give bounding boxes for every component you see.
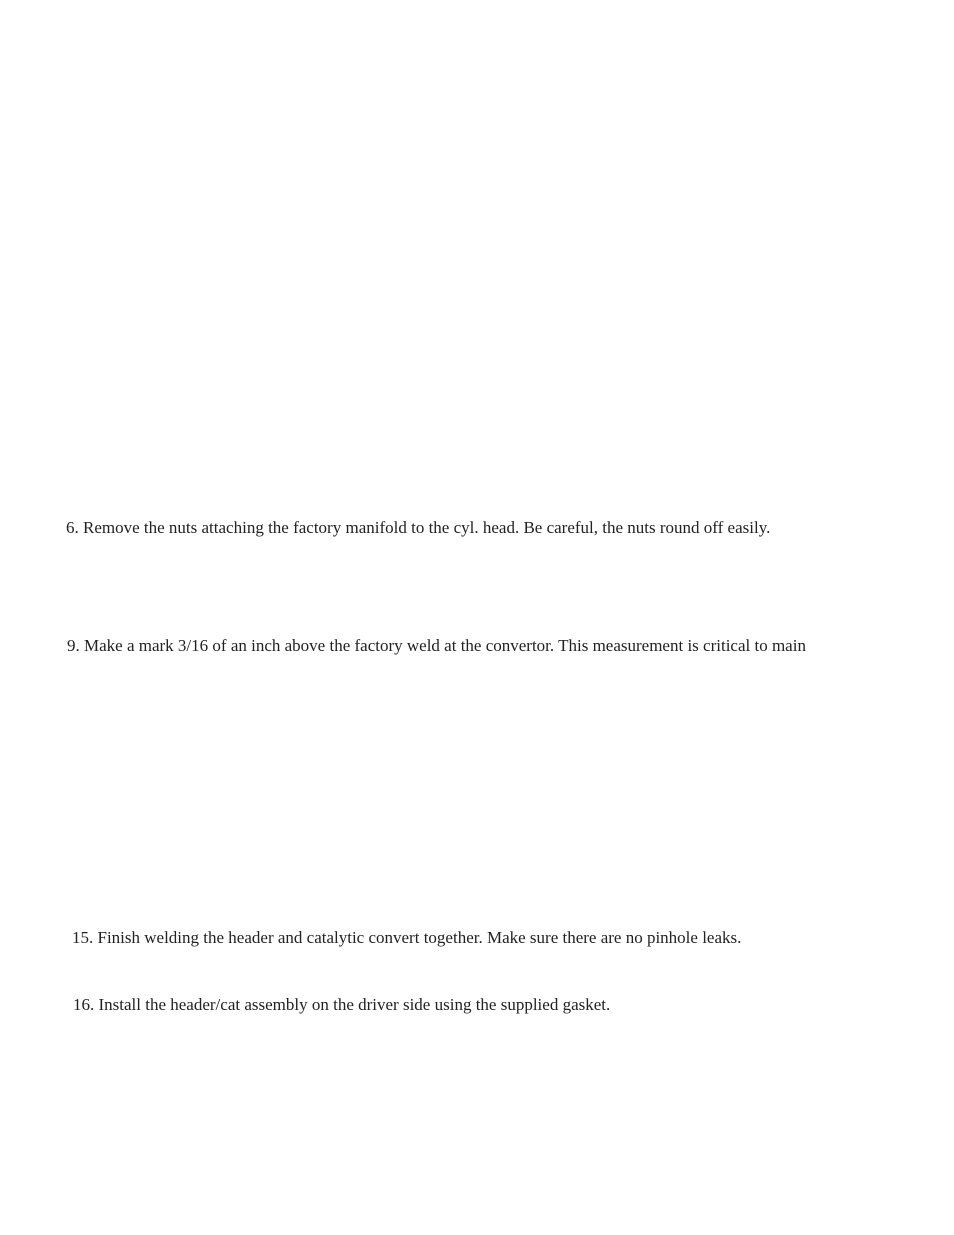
instruction-step-16: 16. Install the header/cat assembly on the driver side using the supplied gasket. bbox=[73, 995, 611, 1014]
instruction-step-15: 15. Finish welding the header and catalytic convert together. Make sure there are no pinhole leaks. bbox=[72, 928, 742, 947]
instruction-step-9: 9. Make a mark 3/16 of an inch above the factory weld at the convertor. This measurement is critical to main bbox=[67, 636, 806, 655]
instruction-step-6: 6. Remove the nuts attaching the factory manifold to the cyl. head. Be careful, the nuts round off easily. bbox=[66, 518, 771, 537]
